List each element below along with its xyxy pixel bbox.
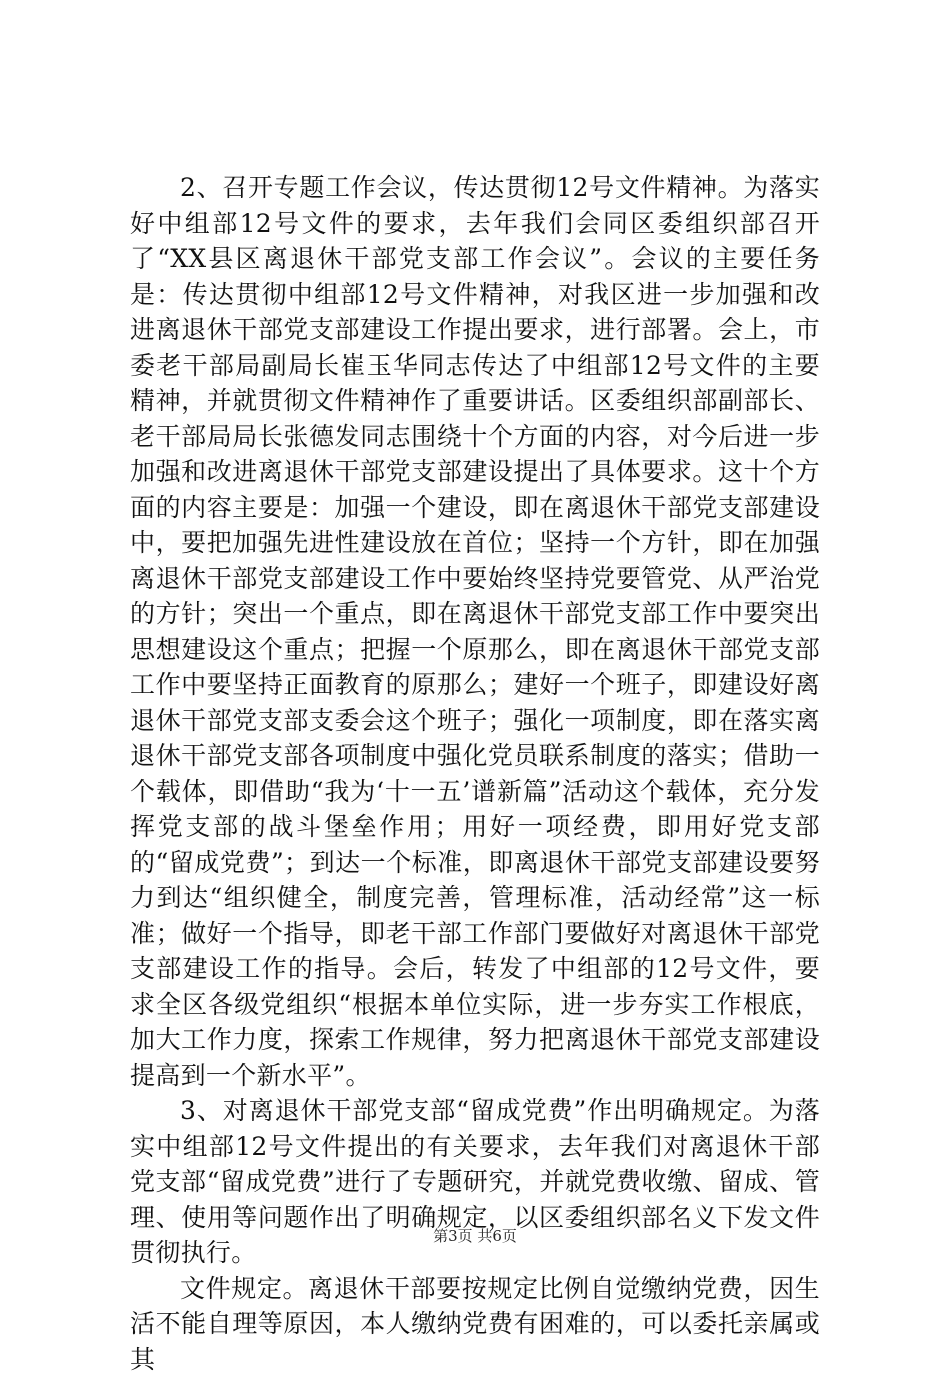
page-number-footer: 第3页 共6页 [0,1225,950,1246]
document-body [130,170,820,1377]
paragraph-2-meeting: 2、召开专题工作会议，传达贯彻12号文件精神。为落实好中组部12号文件的要求，去年我们会同区委组织部召开了“XX县区离退休干部党支部工作会议”。会议的主要任务是：传达贯彻中组部12号文件精神，对我区进一步加强和改进离退休干部党支部建设工作提出要求，进行部署。会上，市委老干部局副局长崔玉华同志传达了中组部12号文件的主要精神，并就贯彻文件精神作了重要讲话。区委组织部副部长、老干部局局长张德发同志围绕十个方面的内容，对今后进一步加强和改进离退休干部党支部建设提出了具体要求。这十个方面的内容主要是：加强一个建设，即在离退休干部党支部建设中，要把加强先进性建设放在首位；坚持一个方针，即在加强离退休干部党支部建设工作中要始终坚持党要管党、从严治党的方针；突出一个重点，即在离退休干部党支部工作中要突出思想建设这个重点；把握一个原那么，即在离退休干部党支部工作中要坚持正面教育的原那么；建好一个班子，即建设好离退休干部党支部支委会这个班子；强化一项制度，即在落实离退休干部党支部各项制度中强化党员联系制度的落实；借助一个载体，即借助“我为‘十一五’谱新篇”活动这个载体，充分发挥党支部的战斗堡垒作用；用好一项经费，即用好党支部的“留成党费”；到达一个标准，即离退休干部党支部建设要努力到达“组织健全，制度完善，管理标准，活动经常”这一标准；做好一个指导，即老干部工作部门要做好对离退休干部党支部建设工作的指导。会后，转发了中组部的12号文件，要求全区各级党组织“根据本单位实际，进一步夯实工作根底，加大工作力度，探索工作规律，努力把离退休干部党支部建设提高到一个新水平”。 [130,170,820,1093]
paragraph-3-party-dues: 3、对离退休干部党支部“留成党费”作出明确规定。为落实中组部12号文件提出的有关要求，去年我们对离退休干部党支部“留成党费”进行了专题研究，并就党费收缴、留成、管理、使用等问题作出了明确规定，以区委组织部名义下发文件贯彻执行。 [130,1093,820,1271]
paragraph-file-regulation: 文件规定。离退休干部要按规定比例自觉缴纳党费，因生活不能自理等原因，本人缴纳党费有困难的，可以委托亲属或其 [130,1271,820,1377]
